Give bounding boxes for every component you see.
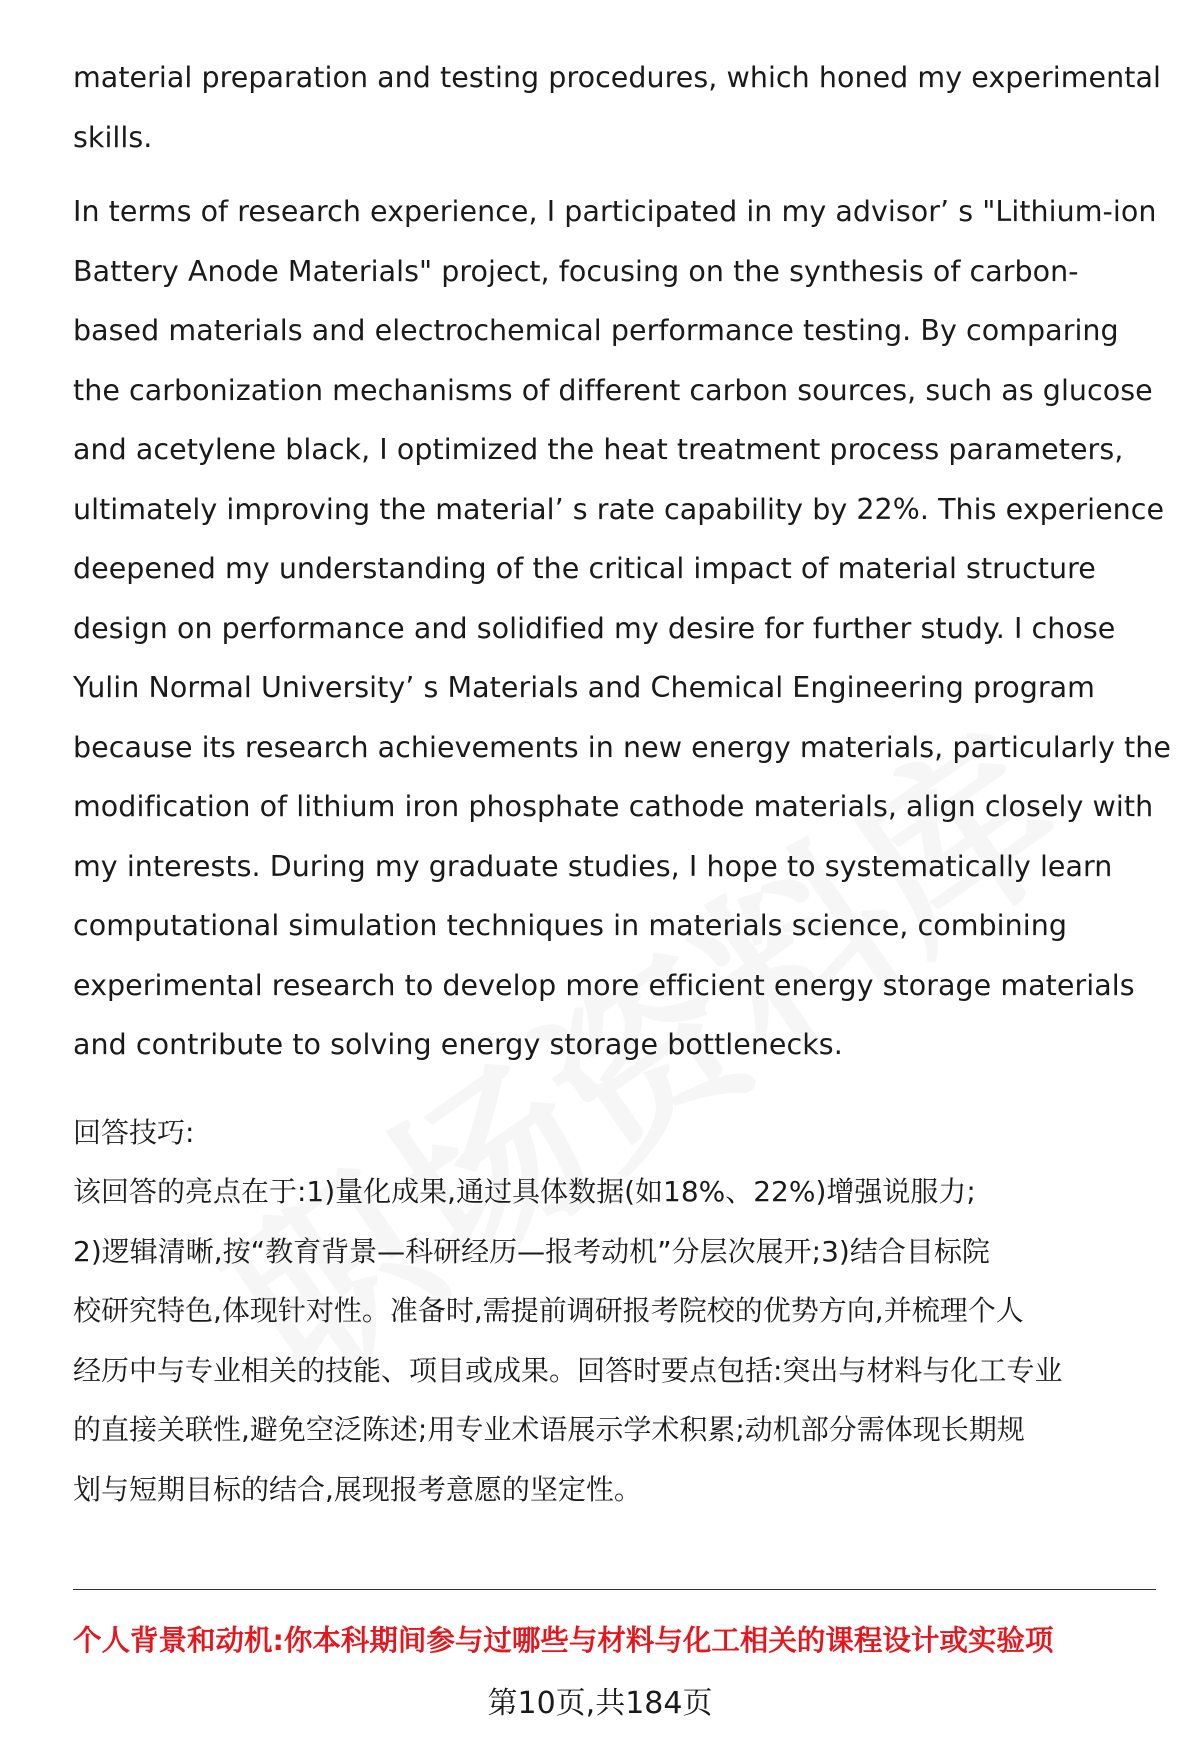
tips-line: 2)逻辑清晰,按“教育背景—科研经历—报考动机”分层次展开;3)结合目标院 [73, 1234, 990, 1268]
paragraph-intro [73, 48, 1161, 167]
text-line: experimental research to develop more efficient energy storage materials [73, 968, 1135, 1002]
tips-line: 的直接关联性,避免空泛陈述;用专业术语展示学术积累;动机部分需体现长期规 [73, 1413, 1025, 1446]
text-line: skills. [73, 120, 153, 154]
text-line: computational simulation techniques in materials science, combining [73, 909, 1067, 942]
text-line: my interests. During my graduate studies, I hope to systematically learn [73, 849, 1113, 883]
document-body [73, 48, 1171, 1519]
tips-line: 该回答的亮点在于:1)量化成果,通过具体数据(如18%、22%)增强说服力; [73, 1175, 976, 1208]
section-divider [73, 1589, 1156, 1590]
text-line: because its research achievements in new energy materials, particularly the [73, 730, 1171, 764]
text-line: and acetylene black, I optimized the heat treatment process parameters, [73, 433, 1124, 466]
tips-heading: 回答技巧: [73, 1115, 195, 1149]
text-line: design on performance and solidified my desire for further study. I chose [73, 611, 1116, 645]
text-line: deepened my understanding of the critical impact of material structure [73, 552, 1096, 585]
text-line: modification of lithium iron phosphate cathode materials, align closely with [73, 790, 1154, 823]
text-line: ultimately improving the material’ s rate capability by 22%. This experience [73, 492, 1165, 526]
tips-paragraph [73, 1162, 1153, 1519]
text-line: Battery Anode Materials" project, focusing on the synthesis of carbon- [73, 254, 1079, 288]
tips-line: 校研究特色,体现针对性。准备时,需提前调研报考院校的优势方向,并梳理个人 [73, 1294, 1024, 1327]
text-line: based materials and electrochemical performance testing. By comparing [73, 314, 1119, 347]
text-line: Yulin Normal University’ s Materials and Chemical Engineering program [73, 671, 1095, 704]
text-line: In terms of research experience, I participated in my advisor’ s "Lithium-ion [73, 195, 1157, 228]
text-line: material preparation and testing procedures, which honed my experimental [73, 61, 1161, 94]
tips-line: 划与短期目标的结合,展现报考意愿的坚定性。 [73, 1472, 642, 1506]
paragraph-research-experience [73, 182, 1171, 1075]
text-line: and contribute to solving energy storage bottlenecks. [73, 1028, 843, 1061]
page-number: 第10页,共184页 [487, 1686, 713, 1721]
next-question-heading: 个人背景和动机:你本科期间参与过哪些与材料与化工相关的课程设计或实验项 [73, 1624, 1054, 1657]
tips-line: 经历中与专业相关的技能、项目或成果。回答时要点包括:突出与材料与化工专业 [73, 1353, 1063, 1387]
text-line: the carbonization mechanisms of different carbon sources, such as glucose [73, 373, 1153, 407]
